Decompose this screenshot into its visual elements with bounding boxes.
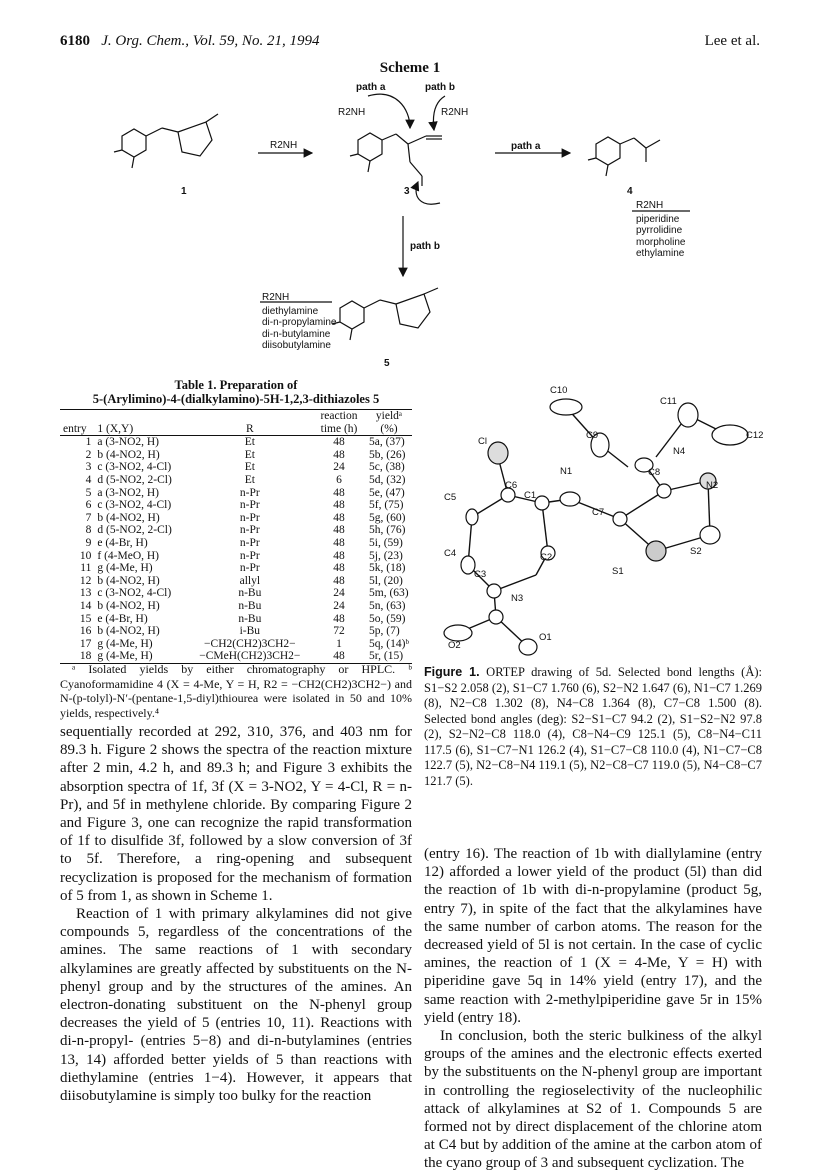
table-row [60, 638, 412, 651]
table-cell: 7 [85, 511, 92, 524]
table-cell: 5b, (26) [369, 448, 406, 461]
table-row [60, 600, 412, 613]
col-yield: yieldᵃ (%) [375, 410, 403, 435]
col-r: R [246, 422, 254, 435]
table-cell: 5i, (59) [369, 536, 403, 549]
table-cell: n-Bu [238, 612, 262, 625]
table-cell: f (4-MeO, H) [97, 549, 160, 562]
atom-label: C9 [586, 430, 599, 441]
table-row [60, 562, 412, 575]
table-cell: 5e, (47) [369, 486, 405, 499]
table-row [60, 436, 412, 449]
table-cell: 2 [85, 448, 92, 461]
table-cell: b (4-NO2, H) [97, 625, 160, 638]
scheme-title: Scheme 1 [379, 60, 441, 76]
atom-label: C7 [592, 507, 605, 518]
table-row [60, 461, 412, 474]
col-time: reaction time (h) [320, 410, 358, 435]
table-cell: n-Pr [239, 511, 260, 524]
atom-label: C10 [550, 385, 568, 396]
table-cell: 5c, (38) [369, 461, 405, 474]
atom-c4 [461, 556, 475, 574]
table-cell: 5r, (15) [369, 650, 404, 663]
table-cell: 5g, (60) [369, 511, 406, 524]
table-1 [60, 410, 412, 664]
atom-n3 [489, 610, 503, 624]
table-cell: 11 [80, 562, 92, 575]
table-cell: 48 [333, 436, 345, 449]
atom-label: O2 [448, 640, 461, 651]
compound-4-ring [596, 137, 620, 165]
table-cell: b (4-NO2, H) [97, 599, 160, 612]
paragraph: (entry 16). The reaction of 1b with diallylamine (entry 12) afforded a lower yield of the product (5l) than did the reaction of 1b with di-n-propylamine (product 5g, entry 7), in spite of the fact that the alkylamines have the same number of carbon atoms. The reason for the decreased yield of 5l is not certain. In the case of cyclic amines, the reaction of 1 (X = 4-Me, Y = H) with piperidine gave 5q in 14% yield (entry 17), and the same reaction with 2-methylpiperidine gave 5r in 15% yield (entry 18). [424, 846, 762, 1026]
table-row [60, 537, 412, 550]
table-cell: n-Pr [239, 562, 260, 575]
atom-label: C2 [540, 552, 553, 563]
table-cell: 5k, (18) [369, 562, 406, 575]
atom-label: C8 [648, 467, 661, 478]
compound-3-ring [358, 133, 382, 161]
table-cell: 24 [333, 461, 345, 474]
table-row [60, 499, 412, 512]
atom-cl [488, 442, 508, 464]
table-cell: 24 [333, 587, 345, 600]
paragraph: Reaction of 1 with primary alkylamines did not give compounds 5, regardless of the concentrations of the amines. The same reactions of 1 with secondary alkylamines are greatly affected by substituents on the N-phenyl group and by the structures of the amines. An electron-donating substituent on the N-phenyl group decreases the yield of 5 (entries 10, 11). Reactions with di-n-propyl- (entries 5−8) and di-n-butylamines (entries 13, 14) afforded better yields of 5 than reactions with diethylamine (entries 1−4). However, it appears that diisobutylamine is simply too bulky for the reaction [60, 906, 412, 1105]
compound-5-label: 5 [384, 358, 390, 369]
paragraph: sequentially recorded at 292, 310, 376, and 403 nm for 89.3 h. Figure 2 shows the spectra of the reaction mixture after 2 min, 4.2 h, and 89.3 h; and Figure 3 exhibits the absorption spectra of 1f, 3f (X = 3-NO2, Y = 4-Cl, R = n-Pr), and 5f in methylene chloride. By comparing Figure 2 and Figure 3, one can recognize the rapid transformation of 1f to disulfide 3f, followed by a slow conversion of 3f to 5f. Therefore, a ring-opening and subsequent recyclization is proposed for the mechanism of formation of 5 from 1, as shown in Scheme 1. [60, 724, 412, 904]
amine-5-item: di-n-propylamine [262, 317, 337, 328]
table-cell: n-Pr [239, 549, 260, 562]
table-cell: e (4-Br, H) [97, 612, 148, 625]
atom-label: N1 [560, 466, 573, 477]
col-compound: 1 (X,Y) [97, 422, 134, 435]
atom-o1 [519, 639, 537, 655]
table-cell: 5a, (37) [369, 436, 405, 449]
table-cell: c (3-NO2, 4-Cl) [97, 587, 172, 600]
figure-caption-text: ORTEP drawing of 5d. Selected bond lengths (Å): S1−S2 2.058 (2), S1−C7 1.760 (6), S2−N2 1.647 (6), N1−C7 1.269 (8), N2−C8 1.302 (8), N4−C8 1.364 (8), C7−C8 1.500 (8). Selected bond angles (deg): S2−S1−C7 94.2 (2), S1−S2−N2 97.8 (2), S2−N2−C8 118.0 (4), C8−N4−C9 125.1 (5), C8−N4−C11 117.5 (6), S1−C7−N1 126.2 (4), S1−C7−C8 110.0 (4), N1−C7−C8 122.7 (5), N2−C8−N4 119.1 (5), N2−C8−C7 119.0 (5), N4−C8−C7 121.7 (5). [424, 665, 763, 788]
table-cell: 6 [336, 473, 342, 486]
table-cell: 4 [85, 473, 92, 486]
path-b-arrow-label: path b [410, 241, 440, 252]
running-header-authors: Lee et al. [704, 33, 760, 49]
table-cell: 1 [85, 436, 92, 449]
atom-c5 [466, 509, 478, 525]
table-cell: a (3-NO2, H) [97, 486, 160, 499]
table-cell: 48 [333, 524, 345, 537]
table-row [60, 487, 412, 500]
atom-c10 [550, 399, 582, 415]
table-cell: b (4-NO2, H) [97, 511, 160, 524]
table-footnote: ᵃ Isolated yields by either chromatography or HPLC. ᵇ Cyanoformamidine 4 (X = 4-Me, Y = H, R2 = −CH2(CH2)3CH2−) and N-(p-tolyl)-N′-(pentane-1,5-diyl)thiourea were isolated in 50 and 10% yields, respectively.⁴ [60, 662, 412, 720]
right-column-text [424, 845, 762, 1173]
amine-5-item: diethylamine [262, 305, 319, 317]
table-cell: a (3-NO2, H) [97, 436, 160, 449]
table-cell: 18 [79, 650, 92, 663]
atom-label: C12 [746, 430, 764, 441]
table-title [60, 378, 412, 406]
atom-label: Cl [478, 436, 487, 447]
compound-1-ring [122, 129, 146, 157]
table-cell: b (4-NO2, H) [97, 448, 160, 461]
table-cell: c (3-NO2, 4-Cl) [97, 461, 172, 474]
table-cell: Et [244, 461, 255, 474]
atom-label: C3 [474, 569, 487, 580]
table-cell: n-Pr [239, 536, 260, 549]
compound-3-label: 3 [404, 186, 410, 197]
table-cell: d (5-NO2, 2-Cl) [97, 473, 172, 486]
atom-c3 [487, 584, 501, 598]
table-cell: 17 [79, 637, 92, 650]
table-row [60, 512, 412, 525]
col-entry: entry [63, 422, 87, 435]
table-cell: 48 [333, 574, 345, 587]
table-cell: g (4-Me, H) [97, 650, 153, 663]
scheme-1-diagram [100, 78, 720, 368]
table-cell: 5j, (23) [369, 549, 403, 562]
compound-5-ring [340, 301, 364, 329]
table-cell: 5f, (75) [369, 499, 404, 512]
table-cell: 6 [85, 499, 92, 512]
atom-label: C4 [444, 548, 457, 559]
table-cell: 14 [79, 599, 92, 612]
table-cell: 72 [333, 625, 345, 638]
atom-label: N3 [511, 593, 524, 604]
atom-label: N4 [673, 446, 686, 457]
atom-label: N2 [706, 480, 719, 491]
table-cell: 9 [85, 536, 92, 549]
table-cell: e (4-Br, H) [97, 536, 148, 549]
atom-label: O1 [539, 632, 552, 643]
table-cell: 15 [79, 612, 92, 625]
table-cell: 5 [85, 486, 92, 499]
table-title-line: Table 1. Preparation of [174, 378, 298, 392]
table-cell: n-Pr [239, 499, 260, 512]
table-cell: −CMeH(CH2)3CH2− [199, 650, 301, 663]
table-cell: 48 [333, 612, 345, 625]
atom-c1 [535, 496, 549, 510]
table-cell: n-Pr [239, 524, 260, 537]
atom-label: C1 [524, 490, 537, 501]
table-cell: g (4-Me, H) [97, 637, 153, 650]
table-cell: 48 [333, 549, 345, 562]
table-cell: Et [244, 473, 255, 486]
table-row [60, 449, 412, 462]
path-a-label: path a [356, 82, 386, 93]
table-cell: 24 [333, 599, 345, 612]
table-cell: 5n, (63) [369, 599, 406, 612]
atom-c12 [712, 425, 748, 445]
atom-o2 [444, 625, 472, 641]
amine-4-item: ethylamine [636, 248, 685, 259]
amine-4-item: piperidine [636, 213, 680, 225]
scheme-amine-right: R2NH [441, 107, 469, 118]
table-cell: −CH2(CH2)3CH2− [204, 637, 296, 650]
amine-5-item: diisobutylamine [262, 340, 331, 351]
paragraph: In conclusion, both the steric bulkiness of the alkyl groups of the amines and the electronic effects exerted by the substituents on the N-phenyl group are important in controlling the regioselectivity of the nucleophilic attack of alkylamines at S2 of 1. Compounds 5 are formed not by direct displacement of the chlorine atom at C4 but by addition of the amine at the carbon atom of the cyano group of 3 and subsequent cyclization. The [424, 1028, 762, 1172]
compound-1-label: 1 [181, 186, 187, 197]
compound-5-dithiazole [396, 294, 430, 328]
amines-5-header: R2NH [262, 292, 290, 303]
table-cell: n-Bu [238, 599, 262, 612]
table-row [60, 550, 412, 563]
amine-4-item: pyrrolidine [636, 225, 683, 236]
amine-4-item: morpholine [636, 236, 686, 248]
table-cell: 1 [336, 637, 342, 650]
compound-1-dithiazole [178, 122, 212, 156]
table-cell: 16 [79, 625, 92, 638]
ring-closure-arrow [416, 182, 440, 204]
path-a-arrow [368, 94, 410, 128]
path-a-arrow-label: path a [511, 141, 541, 152]
table-cell: 12 [79, 574, 92, 587]
table-cell: allyl [239, 574, 261, 587]
table-cell: 48 [333, 499, 345, 512]
amines-5-list [262, 292, 336, 352]
table-subtitle: 5-(Arylimino)-4-(dialkylamino)-5H-1,2,3-dithiazoles 5 [92, 392, 380, 406]
table-cell: 5d, (32) [369, 473, 406, 486]
table-cell: d (5-NO2, 2-Cl) [97, 524, 172, 537]
running-header [60, 33, 319, 50]
scheme-amine-left: R2NH [338, 107, 366, 118]
ortep-figure [440, 385, 770, 685]
table-cell: n-Bu [238, 587, 262, 600]
atom-c11 [678, 403, 698, 427]
table-cell: 5l, (20) [369, 574, 403, 587]
table-cell: 5o, (59) [369, 612, 406, 625]
atom-label: S1 [612, 566, 624, 577]
reagent-label: R2NH [270, 140, 298, 151]
atom-s2 [700, 526, 720, 544]
table-cell: Et [244, 436, 255, 449]
table-cell: 8 [85, 524, 92, 537]
atom-label: S2 [690, 546, 702, 557]
atom-c7 [613, 512, 627, 526]
table-header-row [60, 410, 412, 436]
amines-4-header: R2NH [636, 200, 664, 211]
amine-5-item: di-n-butylamine [262, 328, 331, 340]
page-number: 6180 [60, 33, 90, 49]
figure-caption-label: Figure 1. [424, 665, 480, 679]
table-cell: 3 [85, 461, 92, 474]
table-cell: 10 [79, 549, 92, 562]
table-cell: 48 [333, 486, 345, 499]
table-cell: c (3-NO2, 4-Cl) [97, 499, 172, 512]
table-cell: 5h, (76) [369, 524, 406, 537]
table-cell: g (4-Me, H) [97, 562, 153, 575]
table-row [60, 625, 412, 638]
atom-n1 [560, 492, 580, 506]
table-cell: i-Bu [239, 625, 261, 638]
table-cell: 5m, (63) [369, 587, 409, 600]
table-cell: 48 [333, 511, 345, 524]
atom-label: C5 [444, 492, 457, 503]
table-cell: n-Pr [239, 486, 260, 499]
table-row [60, 474, 412, 487]
table-cell: 5q, (14)ᵇ [369, 637, 409, 650]
table-row [60, 587, 412, 600]
atom-s1 [646, 541, 666, 561]
amines-4-list [636, 200, 685, 260]
figure-caption [424, 665, 762, 789]
compound-4-label: 4 [627, 186, 633, 197]
left-column-text [60, 723, 412, 1105]
table-cell: 48 [333, 536, 345, 549]
table-cell: 48 [333, 562, 345, 575]
table-cell: 48 [333, 448, 345, 461]
table-row [60, 613, 412, 626]
journal-citation: J. Org. Chem., Vol. 59, No. 21, 1994 [101, 33, 320, 49]
atom-label: C6 [505, 480, 518, 491]
atom-c8 [657, 484, 671, 498]
table-row [60, 575, 412, 588]
table-cell: Et [244, 448, 255, 461]
table-cell: b (4-NO2, H) [97, 574, 160, 587]
table-cell: 5p, (7) [369, 625, 400, 638]
path-b-label: path b [425, 82, 455, 93]
table-cell: 13 [79, 587, 92, 600]
atom-label: C11 [660, 396, 677, 407]
table-cell: 48 [333, 650, 345, 663]
table-row [60, 524, 412, 537]
